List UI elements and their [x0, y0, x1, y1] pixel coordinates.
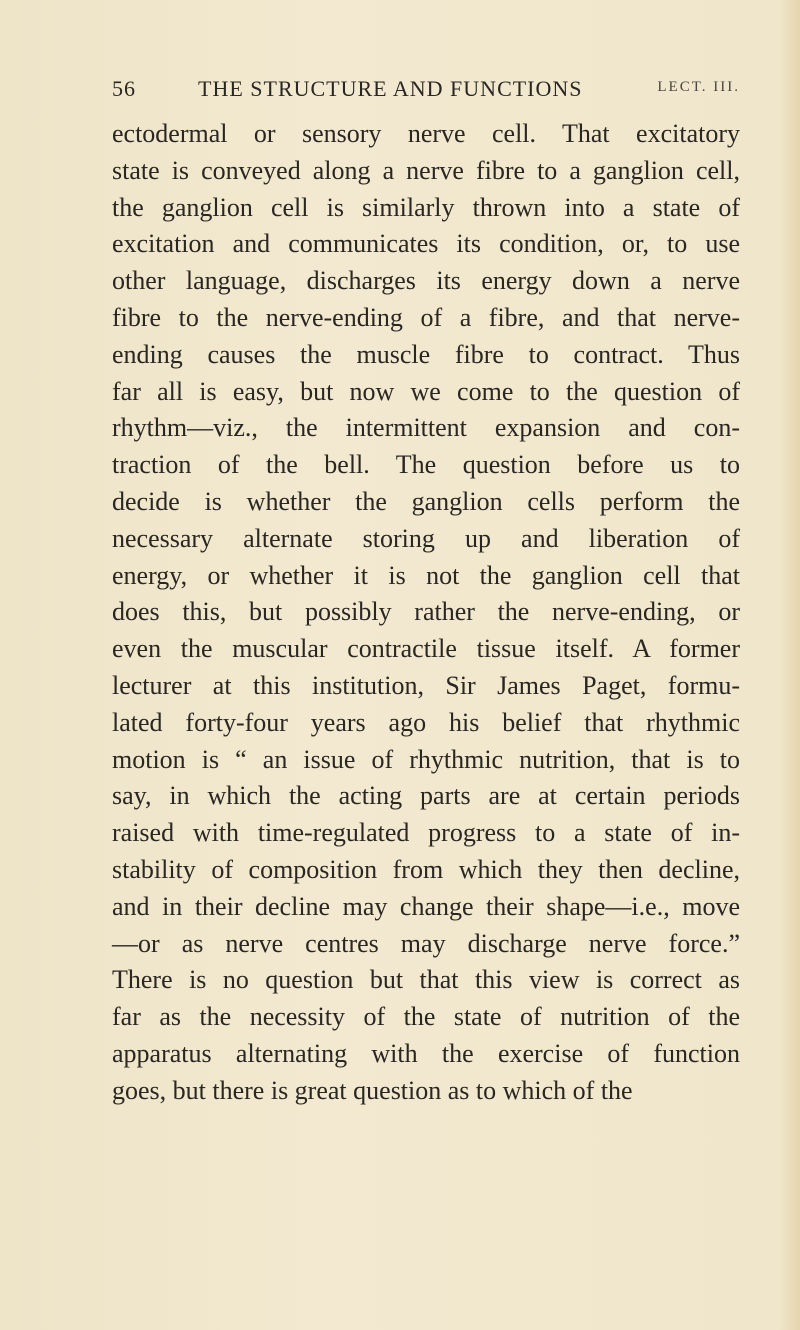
text-line: far as the necessity of the state of nutrition of the: [112, 1002, 740, 1032]
text-line: ectodermal or sensory nerve cell. That excitatory: [112, 119, 740, 148]
text-line: apparatus alternating with the exercise of function: [112, 1038, 740, 1068]
text-line: fibre to the nerve-ending of a fibre, and that nerve-: [112, 302, 740, 332]
text-line: necessary alternate storing up and liberation of: [112, 523, 740, 553]
text-line: traction of the bell. The question before us to: [112, 450, 740, 480]
page-number: 56: [112, 76, 136, 101]
text-line: excitation and communicates its condition, or, to use: [112, 229, 740, 259]
text-line: ending causes the muscle fibre to contract. Thus: [112, 339, 740, 369]
text-line: stability of composition from which they then decline,: [112, 854, 740, 884]
text-line: far all is easy, but now we come to the question of: [112, 376, 740, 406]
page-edge-shadow: [778, 0, 800, 1330]
text-line: energy, or whether it is not the ganglion cell that: [112, 560, 740, 590]
text-line: the ganglion cell is similarly thrown into a state of: [112, 192, 740, 222]
text-line: say, in which the acting parts are at certain periods: [112, 781, 740, 811]
text-line: lated forty-four years ago his belief that rhythmic: [112, 707, 740, 737]
running-title: THE STRUCTURE AND FUNCTIONS: [198, 76, 583, 101]
text-line: even the muscular contractile tissue itself. A former: [112, 634, 740, 664]
text-line: motion is “ an issue of rhythmic nutrition, that is to: [112, 744, 740, 774]
text-line: other language, discharges its energy down a nerve: [112, 266, 740, 296]
text-line: decide is whether the ganglion cells perform the: [112, 486, 740, 516]
body-paragraph: [112, 116, 740, 1110]
text-line: raised with time-regulated progress to a state of in-: [112, 818, 740, 848]
text-line: lecturer at this institution, Sir James Paget, formu-: [112, 670, 740, 700]
text-line: state is conveyed along a nerve fibre to a ganglion cell,: [112, 155, 740, 185]
text-line: goes, but there is great question as to which of the: [112, 1075, 633, 1105]
text-line: rhythm—viz., the intermittent expansion and con-: [112, 413, 740, 443]
text-line: There is no question but that this view is correct as: [112, 965, 740, 995]
text-line: —or as nerve centres may discharge nerve force.”: [112, 928, 740, 958]
lecture-marker: LECT. III.: [657, 79, 740, 95]
text-line: does this, but possibly rather the nerve-ending, or: [112, 597, 740, 627]
text-line: and in their decline may change their shape—i.e., move: [112, 891, 740, 921]
running-header: [112, 76, 740, 108]
